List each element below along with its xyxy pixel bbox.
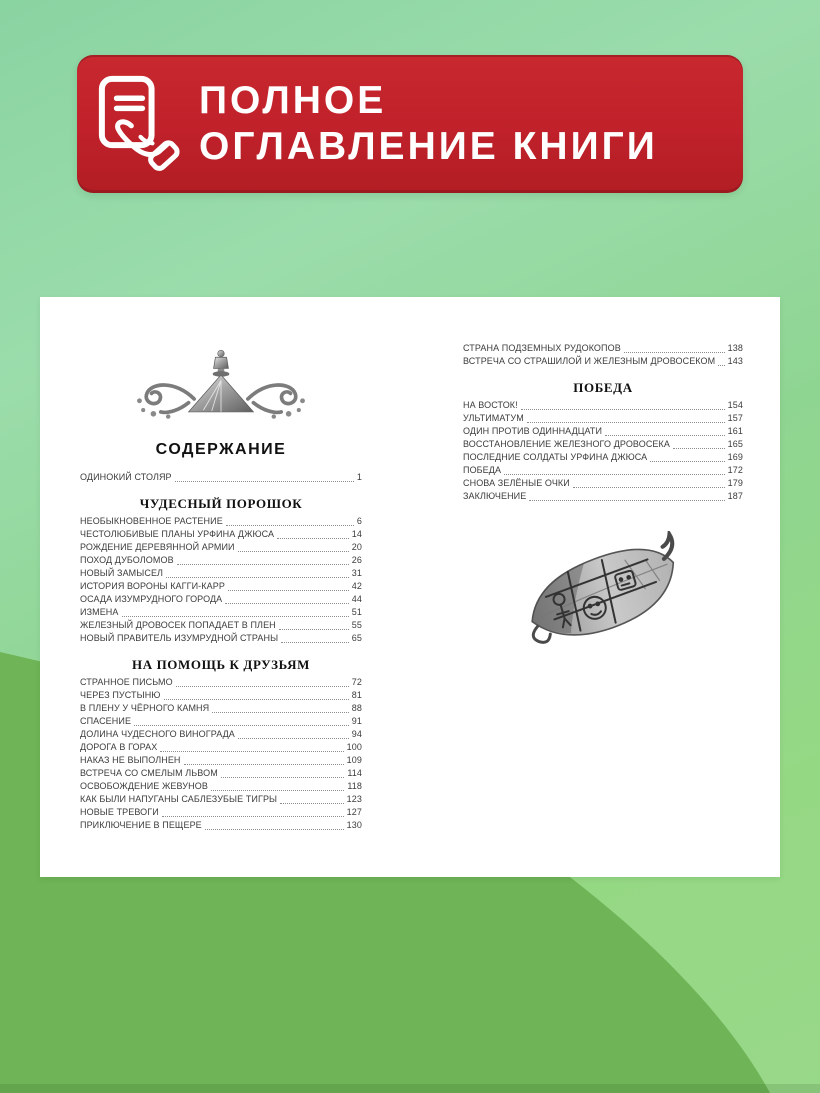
toc-entry-page: 154 <box>727 400 743 410</box>
toc-entry <box>80 715 362 728</box>
toc-entry-title: ВОССТАНОВЛЕНИЕ ЖЕЛЕЗНОГО ДРОВОСЕКА <box>463 439 670 449</box>
dotted-leader <box>281 642 349 643</box>
toc-entry-title: ДОЛИНА ЧУДЕСНОГО ВИНОГРАДА <box>80 729 235 739</box>
toc-right-sections <box>463 380 743 503</box>
toc-entry-page: 14 <box>351 529 362 539</box>
toc-entry <box>80 593 362 606</box>
toc-entry-page: 114 <box>347 768 362 778</box>
toc-entry <box>80 619 362 632</box>
toc-entry <box>80 754 362 767</box>
dotted-leader <box>175 481 354 482</box>
toc-section-heading: ПОБЕДА <box>573 380 633 395</box>
toc-entry <box>80 632 362 645</box>
toc-entry-page: 118 <box>347 781 362 791</box>
toc-entry-title: НОВЫЕ ТРЕВОГИ <box>80 807 159 817</box>
toc-entry-title: ИСТОРИЯ ВОРОНЫ КАГГИ-КАРР <box>80 581 225 591</box>
toc-entry-page: 127 <box>346 807 362 817</box>
toc-entry-title: ВСТРЕЧА СО СМЕЛЫМ ЛЬВОМ <box>80 768 218 778</box>
toc-entry-page: 65 <box>351 633 362 643</box>
toc-entry-title: ВСТРЕЧА СО СТРАШИЛОЙ И ЖЕЛЕЗНЫМ ДРОВОСЕКОМ <box>463 356 716 366</box>
toc-entry-title: СТРАННОЕ ПИСЬМО <box>80 677 173 687</box>
toc-entry-title: ПОХОД ДУБОЛОМОВ <box>80 555 174 565</box>
bottom-edge-strip <box>0 1084 820 1093</box>
dotted-leader <box>527 422 725 423</box>
dotted-leader <box>718 365 724 366</box>
toc-entry <box>463 355 743 368</box>
dotted-leader <box>134 725 349 726</box>
toc-entry-title: СТРАНА ПОДЗЕМНЫХ РУДОКОПОВ <box>463 343 621 353</box>
toc-entry-page: 51 <box>351 607 362 617</box>
dotted-leader <box>160 751 343 752</box>
banner-title-line2: ОГЛАВЛЕНИЕ КНИГИ <box>199 125 658 168</box>
toc-entry <box>463 342 743 355</box>
banner-title <box>199 78 658 170</box>
toc-entry-title: СПАСЕНИЕ <box>80 716 132 726</box>
dotted-leader <box>226 525 354 526</box>
toc-entry-page: 91 <box>351 716 362 726</box>
dotted-leader <box>605 435 725 436</box>
toc-entry-title: ЧЕСТОЛЮБИВЫЕ ПЛАНЫ УРФИНА ДЖЮСА <box>80 529 275 539</box>
banner-title-line1: ПОЛНОЕ <box>199 79 387 122</box>
toc-entry-page: 55 <box>351 620 362 630</box>
toc-title: СОДЕРЖАНИЕ <box>155 441 287 458</box>
dotted-leader <box>238 551 349 552</box>
toc-entry-title: КАК БЫЛИ НАПУГАНЫ САБЛЕЗУБЫЕ ТИГРЫ <box>80 794 278 804</box>
dotted-leader <box>650 461 724 462</box>
toc-entry-title: ОДИН ПРОТИВ ОДИННАДЦАТИ <box>463 426 603 436</box>
toc-entry-title: ОСВОБОЖДЕНИЕ ЖЕВУНОВ <box>80 781 208 791</box>
toc-entry <box>463 490 743 503</box>
toc-entry <box>80 702 362 715</box>
toc-entry-page: 138 <box>727 343 743 353</box>
toc-entry-page: 165 <box>727 439 743 449</box>
toc-entry-title: ЖЕЛЕЗНЫЙ ДРОВОСЕК ПОПАДАЕТ В ПЛЕН <box>80 620 276 630</box>
toc-entry-title: НАКАЗ НЕ ВЫПОЛНЕН <box>80 755 181 765</box>
toc-entry-page: 109 <box>346 755 362 765</box>
toc-entry <box>80 676 362 689</box>
toc-entry-page: 157 <box>727 413 743 423</box>
toc-entry <box>463 412 743 425</box>
toc-right-column <box>463 297 743 651</box>
toc-entry-title: СНОВА ЗЕЛЁНЫЕ ОЧКИ <box>463 478 570 488</box>
toc-entry <box>463 464 743 477</box>
toc-entry-title: ОДИНОКИЙ СТОЛЯР <box>80 472 172 482</box>
dotted-leader <box>205 829 344 830</box>
toc-entry-title: НОВЫЙ ЗАМЫСЕЛ <box>80 568 164 578</box>
dotted-leader <box>221 777 345 778</box>
decorative-finial-ornament <box>133 347 309 425</box>
toc-entry-page: 169 <box>727 452 743 462</box>
dotted-leader <box>211 790 344 791</box>
toc-entry-page: 94 <box>351 729 362 739</box>
toc-section-heading: НА ПОМОЩЬ К ДРУЗЬЯМ <box>132 657 310 672</box>
toc-entry <box>463 451 743 464</box>
toc-entry <box>80 567 362 580</box>
dotted-leader <box>122 616 349 617</box>
toc-entry <box>80 819 362 832</box>
dotted-leader <box>277 538 349 539</box>
toc-entry <box>80 741 362 754</box>
toc-entry <box>80 554 362 567</box>
toc-entry-page: 88 <box>351 703 362 713</box>
toc-entry-title: ПРИКЛЮЧЕНИЕ В ПЕЩЕРЕ <box>80 820 202 830</box>
toc-continued-list <box>463 342 743 368</box>
dotted-leader <box>573 487 725 488</box>
toc-entry-title: РОЖДЕНИЕ ДЕРЕВЯННОЙ АРМИИ <box>80 542 235 552</box>
dotted-leader <box>184 764 344 765</box>
toc-entry-page: 81 <box>351 690 362 700</box>
toc-entry <box>80 728 362 741</box>
toc-entry <box>80 515 362 528</box>
dotted-leader <box>164 699 349 700</box>
toc-entry-page: 143 <box>727 356 743 366</box>
toc-entry <box>463 399 743 412</box>
dotted-leader <box>162 816 344 817</box>
dotted-leader <box>280 803 344 804</box>
toc-entry <box>80 793 362 806</box>
toc-entry-title: ИЗМЕНА <box>80 607 119 617</box>
banner <box>77 55 743 193</box>
toc-entry-page: 20 <box>351 542 362 552</box>
leaf-doodle-illustration <box>513 531 693 651</box>
dotted-leader <box>521 409 725 410</box>
toc-entry <box>80 689 362 702</box>
dotted-leader <box>177 564 349 565</box>
toc-entry-title: ПОБЕДА <box>463 465 502 475</box>
toc-entry <box>80 528 362 541</box>
dotted-leader <box>673 448 725 449</box>
toc-entry-page: 179 <box>727 478 743 488</box>
dotted-leader <box>279 629 349 630</box>
toc-entry-page: 31 <box>351 568 362 578</box>
toc-intro-list <box>80 471 362 484</box>
toc-entry-page: 130 <box>346 820 362 830</box>
toc-left-sections <box>80 496 362 832</box>
toc-entry <box>80 806 362 819</box>
toc-entry-page: 1 <box>356 472 362 482</box>
toc-entry-page: 100 <box>346 742 362 752</box>
toc-entry-title: ЧЕРЕЗ ПУСТЫНЮ <box>80 690 161 700</box>
toc-entry <box>80 767 362 780</box>
dotted-leader <box>624 352 725 353</box>
toc-entry-title: В ПЛЕНУ У ЧЁРНОГО КАМНЯ <box>80 703 210 713</box>
toc-entry-page: 123 <box>346 794 362 804</box>
dotted-leader <box>212 712 349 713</box>
toc-entry <box>463 425 743 438</box>
toc-entry-page: 6 <box>356 516 362 526</box>
dotted-leader <box>225 603 349 604</box>
toc-entry-page: 187 <box>727 491 743 501</box>
toc-entry <box>80 471 362 484</box>
toc-entry-title: ДОРОГА В ГОРАХ <box>80 742 158 752</box>
dotted-leader <box>504 474 725 475</box>
toc-entry <box>463 477 743 490</box>
toc-entry <box>80 580 362 593</box>
toc-entry-title: ПОСЛЕДНИЕ СОЛДАТЫ УРФИНА ДЖЮСА <box>463 452 648 462</box>
toc-entry-title: НЕОБЫКНОВЕННОЕ РАСТЕНИЕ <box>80 516 223 526</box>
contents-page <box>40 297 780 877</box>
toc-entry <box>80 780 362 793</box>
toc-entry <box>463 438 743 451</box>
toc-entry-page: 42 <box>351 581 362 591</box>
dotted-leader <box>529 500 724 501</box>
toc-entry <box>80 541 362 554</box>
toc-section-heading: ЧУДЕСНЫЙ ПОРОШОК <box>139 496 303 511</box>
book-in-hand-icon <box>89 68 181 180</box>
dotted-leader <box>176 686 349 687</box>
toc-entry-title: УЛЬТИМАТУМ <box>463 413 524 423</box>
toc-entry-page: 161 <box>727 426 743 436</box>
toc-entry <box>80 606 362 619</box>
dotted-leader <box>228 590 349 591</box>
toc-entry-title: НА ВОСТОК! <box>463 400 518 410</box>
toc-entry-title: ОСАДА ИЗУМРУДНОГО ГОРОДА <box>80 594 223 604</box>
toc-entry-page: 44 <box>351 594 362 604</box>
toc-entry-page: 172 <box>727 465 743 475</box>
toc-entry-title: ЗАКЛЮЧЕНИЕ <box>463 491 527 501</box>
toc-entry-title: НОВЫЙ ПРАВИТЕЛЬ ИЗУМРУДНОЙ СТРАНЫ <box>80 633 279 643</box>
toc-entry-page: 26 <box>351 555 362 565</box>
toc-left-column <box>80 297 362 832</box>
toc-entry-page: 72 <box>351 677 362 687</box>
dotted-leader <box>166 577 349 578</box>
dotted-leader <box>238 738 349 739</box>
